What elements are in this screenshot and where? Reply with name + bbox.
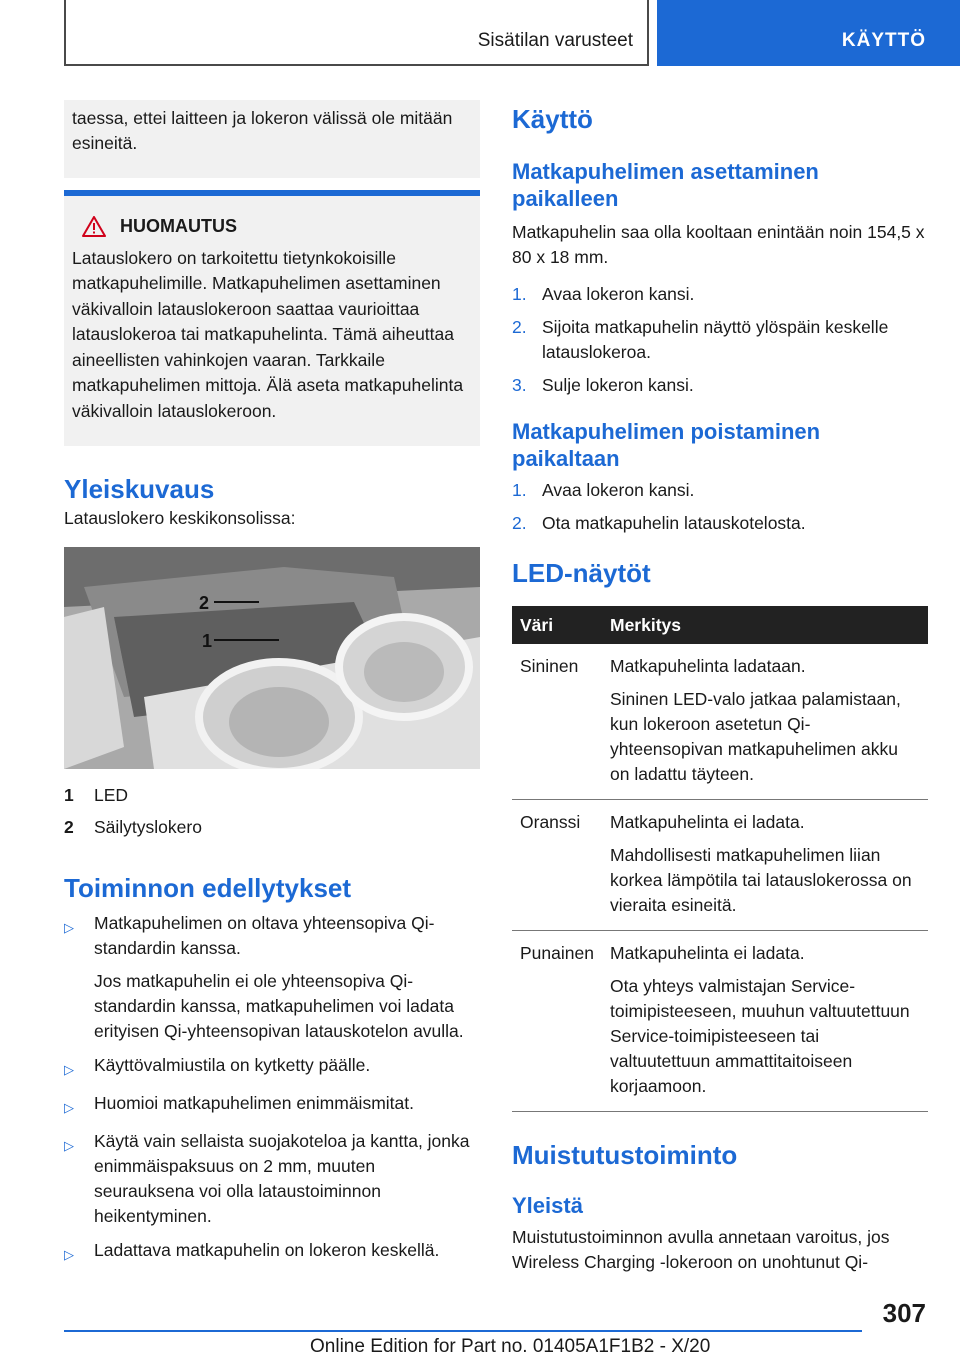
list-item-text: Huomioi matkapuhelimen enimmäismitat. [94, 1093, 414, 1113]
list-item-text: Käyttövalmiustila on kytketty päälle. [94, 1055, 371, 1075]
header-section-box [64, 0, 649, 66]
table-row [512, 800, 928, 931]
footer-divider [64, 1330, 862, 1332]
step-text: Sulje lokeron kansi. [542, 375, 694, 395]
insert-heading: Matkapuhelimen asettaminen paikalleen [512, 159, 819, 211]
triangle-bullet-icon: ▷ [64, 920, 74, 935]
list-item-text: Käytä vain sellaista suojakoteloa ja kantta, jonka enimmäispaksuus on 2 mm, muuten seurauksena voi olla lataustoiminnon heikentyminen. [94, 1131, 470, 1226]
page-number: 307 [882, 1298, 926, 1328]
overview-heading: Yleiskuvaus [64, 474, 215, 504]
header-chapter-label: KÄYTTÖ [841, 30, 926, 51]
table-header-meaning: Merkitys [602, 606, 928, 644]
legend-text: Säilytyslokero [94, 817, 202, 837]
triangle-bullet-icon: ▷ [64, 1138, 74, 1153]
list-item-text: Matkapuhelimen on oltava yhteensopiva Qi-standardin kanssa. [94, 913, 435, 958]
warning-triangle-icon [82, 216, 106, 237]
step-number: 1. [512, 284, 527, 304]
table-cell-color: Sininen [512, 644, 602, 800]
legend-number: 2 [64, 817, 74, 837]
warning-box [64, 190, 480, 446]
table-cell-meaning [602, 644, 928, 800]
table-row [512, 644, 928, 800]
warning-title-text: HUOMAUTUS [120, 216, 237, 236]
meaning-primary: Matkapuhelinta ei ladata. [610, 812, 805, 832]
photo-legend [64, 779, 480, 843]
warning-title [72, 214, 472, 240]
step-text: Ota matkapuhelin latauskotelosta. [542, 513, 806, 533]
table-cell-meaning [602, 931, 928, 1112]
meaning-primary: Matkapuhelinta ei ladata. [610, 943, 805, 963]
legend-item [64, 811, 480, 843]
legend-item [64, 779, 480, 811]
step-number: 2. [512, 317, 527, 337]
footer-edition: Online Edition for Part no. 01405A1F1B2 - X/20 [310, 1336, 711, 1357]
table-cell-color: Punainen [512, 931, 602, 1112]
list-item-text: Ladattava matkapuhelin on lokeron keskellä. [94, 1240, 440, 1260]
triangle-bullet-icon: ▷ [64, 1100, 74, 1115]
list-item [64, 1053, 480, 1082]
led-heading: LED-näytöt [512, 558, 651, 588]
led-table [512, 606, 928, 1112]
legend-text: LED [94, 785, 129, 805]
step-item [512, 478, 928, 503]
console-illustration [64, 547, 480, 769]
insert-steps [512, 282, 928, 398]
meaning-secondary: Ota yhteys valmistajan Service-toimipisteeseen, muuhun valtuutettuun Service-toimipisteeseen tai valtuutettuun ammattitaitoiseen korjaamoon. [610, 976, 910, 1096]
step-item [512, 315, 928, 365]
photo-label-1: 1 [202, 631, 213, 651]
table-cell-color: Oranssi [512, 800, 602, 931]
right-column [512, 100, 928, 1275]
table-header-row [512, 606, 928, 644]
step-number: 1. [512, 480, 527, 500]
conditions-heading: Toiminnon edellytykset [64, 873, 352, 903]
memory-heading: Muistutustoiminto [512, 1140, 738, 1170]
list-item [64, 1129, 480, 1229]
step-number: 3. [512, 375, 527, 395]
meaning-secondary: Mahdollisesti matkapuhelimen liian korkea lämpötila tai latauslokerossa on vieraita esineitä. [610, 845, 912, 915]
meaning-primary: Matkapuhelinta ladataan. [610, 656, 806, 676]
step-text: Sijoita matkapuhelin näyttö ylöspäin keskelle latauslokeroa. [542, 317, 889, 362]
legend-number: 1 [64, 785, 74, 805]
table-row [512, 931, 928, 1112]
step-text: Avaa lokeron kansi. [542, 480, 695, 500]
memory-subheading: Yleistä [512, 1193, 583, 1218]
list-item [64, 1238, 480, 1267]
remove-steps [512, 478, 928, 536]
remove-heading: Matkapuhelimen poistaminen paikaltaan [512, 419, 821, 471]
console-photo [64, 547, 480, 769]
triangle-bullet-icon: ▷ [64, 1247, 74, 1262]
overview-text: Latauslokero keskikonsolissa: [64, 508, 296, 528]
intro-box [64, 100, 480, 178]
left-column [64, 100, 480, 1276]
photo-label-2: 2 [199, 593, 210, 613]
list-item-subtext: Jos matkapuhelin ei ole yhteensopiva Qi-standardin kanssa, matkapuhelimen voi ladata erityisen Qi-yhteensopivan latauskotelon avulla. [94, 971, 464, 1041]
step-item [512, 511, 928, 536]
triangle-bullet-icon: ▷ [64, 1062, 74, 1077]
step-item [512, 373, 928, 398]
meaning-secondary: Sininen LED-valo jatkaa palamistaan, kun lokeroon asetetun Qi-yhteensopivan matkapuhelimen akku on ladattu täyteen. [610, 689, 901, 784]
step-item [512, 282, 928, 307]
insert-text: Matkapuhelin saa olla kooltaan enintään noin 154,5 x 80 x 18 mm. [512, 222, 925, 267]
header-section-title: Sisätilan varusteet [477, 30, 633, 51]
step-number: 2. [512, 513, 527, 533]
header-chapter-tab[interactable] [657, 0, 960, 66]
list-item [64, 1091, 480, 1120]
conditions-list [64, 911, 480, 1267]
table-cell-meaning [602, 800, 928, 931]
intro-text: taessa, ettei laitteen ja lokeron välissä ole mitään esineitä. [72, 108, 453, 153]
step-text: Avaa lokeron kansi. [542, 284, 695, 304]
list-item [64, 911, 480, 1044]
table-header-color: Väri [512, 606, 602, 644]
usage-heading: Käyttö [512, 104, 593, 134]
warning-text: Latauslokero on tarkoitettu tietynkokoisille matkapuhelimille. Matkapuhelimen asettaminen väkivalloin latauslokeroon saattaa vaurioittaa latauslokeroa tai matkapuhelinta. Tämä aiheuttaa aineellisten vahinkojen vaaran. Tarkkaile matkapuhelimen mittoja. Älä aseta matkapuhelinta väkivalloin latauslokeroon. [72, 247, 464, 421]
memory-text: Muistutustoiminnon avulla annetaan varoitus, jos Wireless Charging -lokeroon on unohtunut Qi- [512, 1227, 890, 1272]
